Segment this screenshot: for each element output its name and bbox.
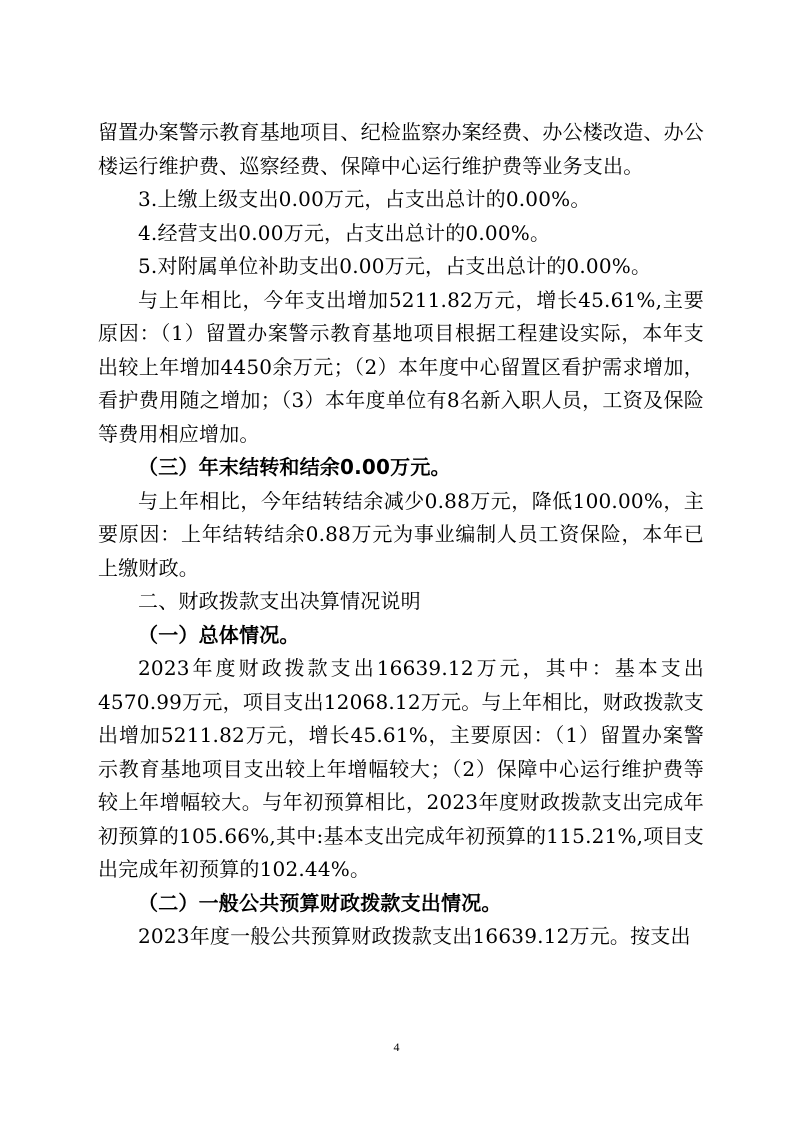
paragraph-general-public-budget: 2023年度一般公共预算财政拨款支出16639.12万元。按支出 xyxy=(138,924,691,948)
paragraph-operating-expenses: 4.经营支出0.00万元，占支出总计的0.00%。 xyxy=(138,220,551,245)
paragraph-overall-situation: 2023年度财政拨款支出16639.12万元，其中：基本支出4570.99万元，项目支出12068.12万元。与上年相比，财政拨款支出增加5211.82万元，增长45.61%，主要原因：（1）留置办案警示教育基地项目支出较上年增幅较大；（2）保障中心运行维护费等较上年增幅较大。与年初预算相比，2023年度财政拨款支出完成年初预算的105.66%,其中:基本支出完成年初预算的115.21%,项目支出完成年初预算的102.44%。 xyxy=(98,656,704,881)
section-heading-fiscal-appropriation: 二、财政拨款支出决算情况说明 xyxy=(138,589,421,613)
paragraph-upper-level-payment: 3.上缴上级支出0.00万元，占支出总计的0.00%。 xyxy=(138,187,591,211)
paragraph-business-expenses: 留置办案警示教育基地项目、纪检监察办案经费、办公楼改造、办公楼运行维护费、巡察经费、保障中心运行维护费等业务支出。 xyxy=(98,120,704,178)
heading-overall-situation: （一）总体情况。 xyxy=(138,622,300,647)
paragraph-affiliate-subsidy: 5.对附属单位补助支出0.00万元，占支出总计的0.00%。 xyxy=(138,254,652,278)
heading-year-end-balance: （三）年末结转和结余0.00万元。 xyxy=(138,455,451,479)
paragraph-balance-change: 与上年相比，今年结转结余减少0.88万元，降低100.00%，主要原因：上年结转结余0.88万元为事业编制人员工资保险，本年已上缴财政。 xyxy=(98,488,704,580)
paragraph-yoy-expense-change: 与上年相比，今年支出增加5211.82万元，增长45.61%,主要原因：（1）留置办案警示教育基地项目根据工程建设实际，本年支出较上年增加4450余万元；（2）本年度中心留置区看护需求增加，看护费用随之增加；（3）本年度单位有8名新入职人员，工资及保险等费用相应增加。 xyxy=(98,287,704,446)
page-number: 4 xyxy=(393,1040,400,1054)
document-page xyxy=(98,116,704,954)
heading-general-public-budget: （二）一般公共预算财政拨款支出情况。 xyxy=(138,890,502,915)
